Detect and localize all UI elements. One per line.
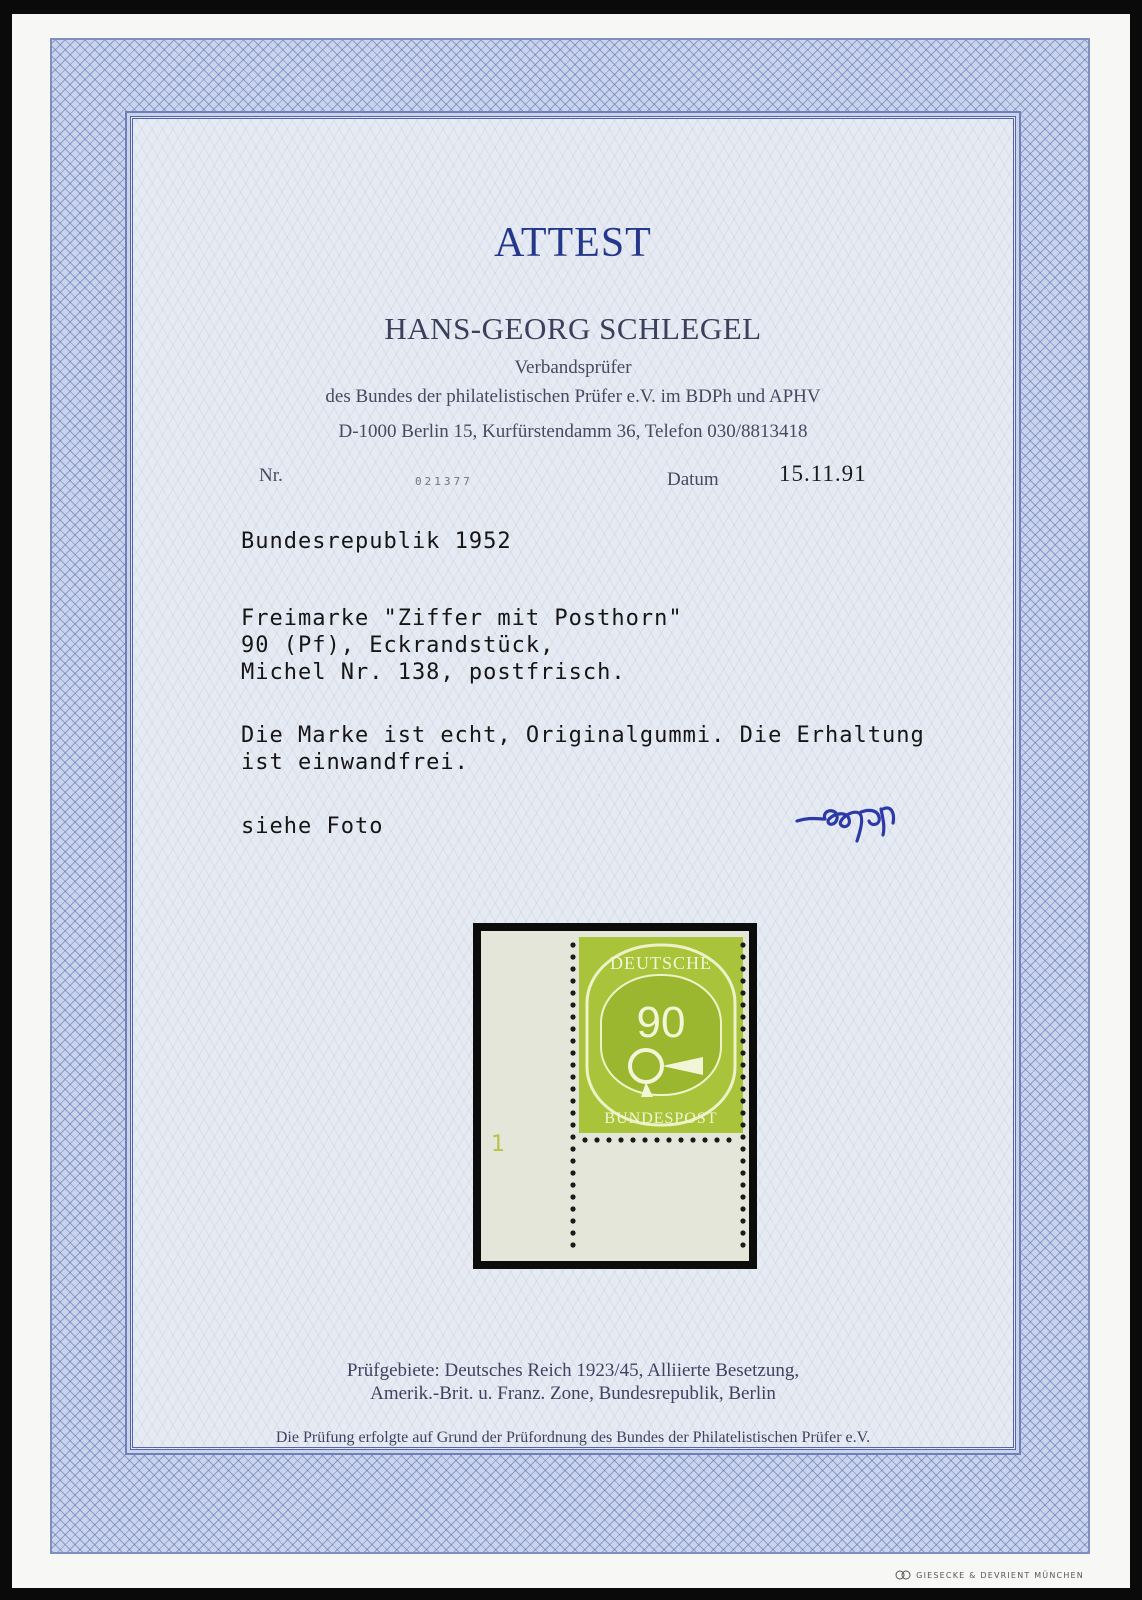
examiner-role: Verbandsprüfer xyxy=(514,357,632,378)
guilloche-border xyxy=(50,38,1090,1554)
examination-rule: Die Prüfung erfolgte auf Grund der Prüfordnung des Bundes der Philatelistischen Prüfer e.V. xyxy=(275,1429,871,1446)
examiner-signature xyxy=(795,795,925,845)
stamp-line: Michel Nr. 138, postfrisch. xyxy=(241,660,626,685)
areas-line: Amerik.-Brit. u. Franz. Zone, Bundesrepublik, Berlin xyxy=(370,1383,776,1404)
verdict-line: ist einwandfrei. xyxy=(241,750,469,775)
certificate-page xyxy=(12,14,1130,1588)
stamp-line: Freimarke "Ziffer mit Posthorn" xyxy=(241,606,683,631)
certificate-panel xyxy=(130,116,1016,1450)
stamp-line: 90 (Pf), Eckrandstück, xyxy=(241,633,555,658)
areas-line: Prüfgebiete: Deutsches Reich 1923/45, Alliierte Besetzung, xyxy=(346,1360,800,1381)
association-line: des Bundes der philatelistischen Prüfer e.V. im BDPh und APHV xyxy=(325,386,821,407)
margin-number: 1 xyxy=(491,1132,505,1157)
certificate-title: ATTEST xyxy=(494,220,652,266)
stamp-value: 90 xyxy=(636,998,686,1047)
examiner-name: HANS-GEORG SCHLEGEL xyxy=(384,311,762,346)
printer-imprint xyxy=(894,1570,1084,1580)
stamp-image xyxy=(481,931,749,1261)
certificate-number: 021377 xyxy=(415,475,473,488)
stamp-top-text: DEUTSCHE xyxy=(610,953,712,973)
printer-name: GIESECKE & DEVRIENT MÜNCHEN xyxy=(916,1570,1084,1580)
stamp-photo-inner xyxy=(481,931,749,1261)
stamp-bottom-text: BUNDESPOST xyxy=(604,1110,718,1127)
photo-note: siehe Foto xyxy=(241,814,384,839)
verdict-line: Die Marke ist echt, Originalgummi. Die Erhaltung xyxy=(241,723,925,748)
stamp-photo xyxy=(473,923,757,1269)
number-label: Nr. xyxy=(259,465,283,486)
printer-logo-icon xyxy=(894,1570,912,1580)
certificate-date: 15.11.91 xyxy=(779,461,867,486)
examination-areas xyxy=(133,1359,1013,1405)
address-line: D-1000 Berlin 15, Kurfürstendamm 36, Telefon 030/8813418 xyxy=(338,421,808,442)
country-year: Bundesrepublik 1952 xyxy=(241,529,512,554)
date-label: Datum xyxy=(667,469,719,490)
stamp-description xyxy=(241,605,683,686)
verdict xyxy=(241,722,925,776)
